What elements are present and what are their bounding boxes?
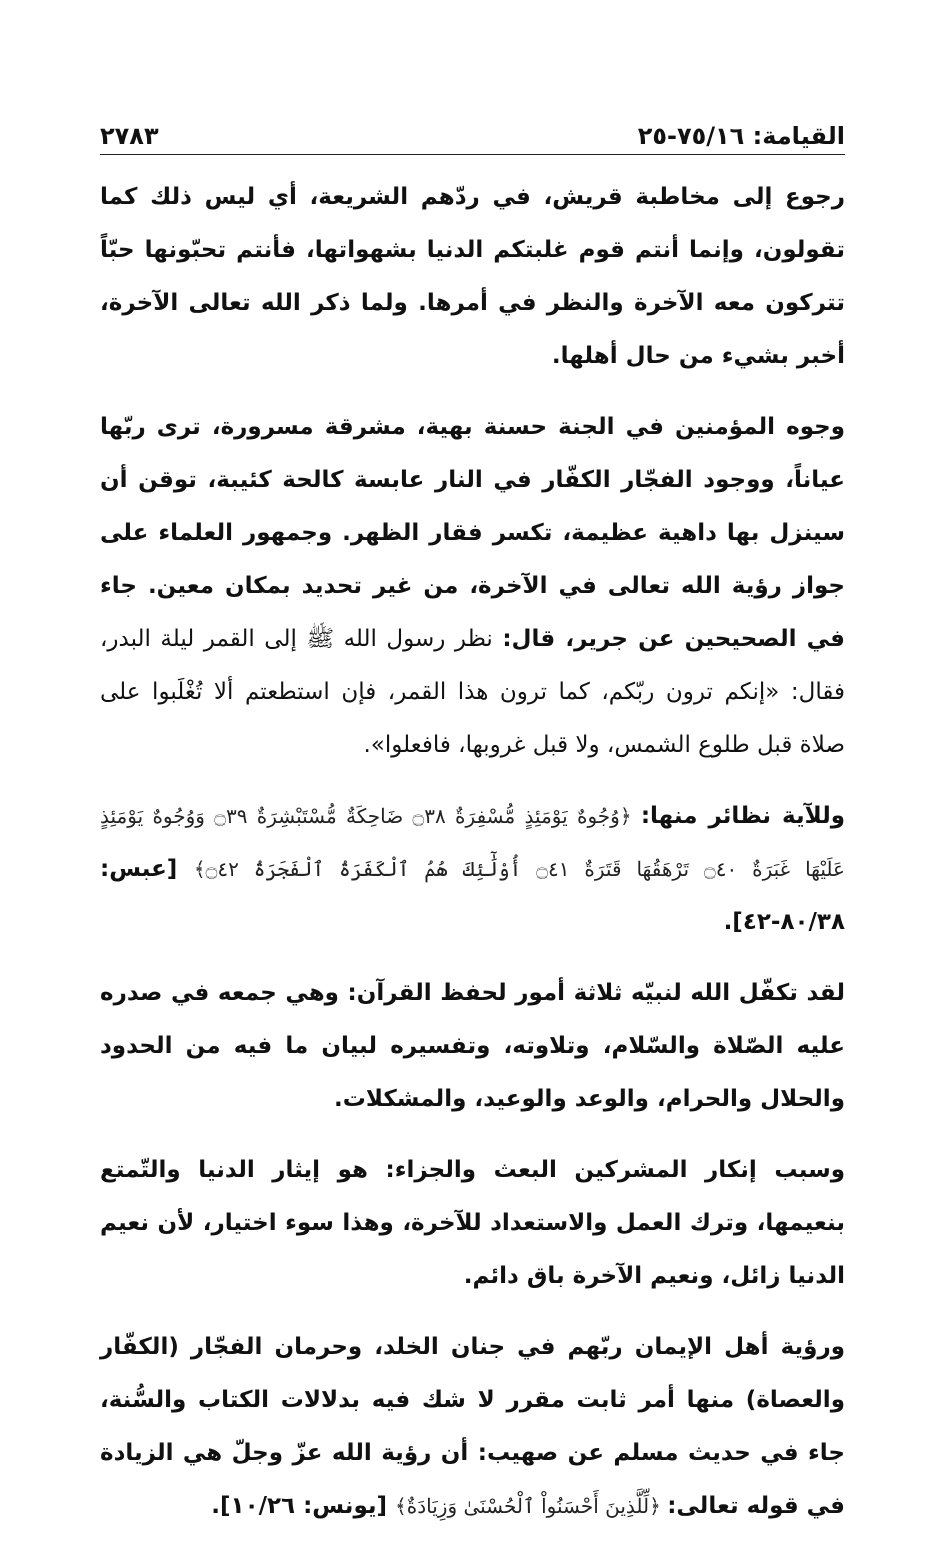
quran-verse-2: ﴿لِّلَّذِينَ أَحْسَنُواْ ٱلْحُسْنَىٰ وَزِيَادَةٌ﴾ xyxy=(395,1494,668,1518)
paragraph-6-bold: ورؤية أهل الإيمان ربّهم في جنان الخلد، وحرمان الفجّار (الكفّار والعصاة) منها أمر ثابت مقرر لا شك فيه بدلالات الكتاب والسُّنة، جاء في حديث مسلم عن صهيب: أن رؤية الله عزّ وجلّ هي الزيادة في قوله تعالى: xyxy=(100,1334,845,1519)
page-header xyxy=(100,110,845,155)
paragraph-3 xyxy=(100,790,845,949)
paragraph-2-hadith: نظر رسول الله ﷺ إلى القمر ليلة البدر، فقال: «إنكم ترون ربّكم، كما ترون هذا القمر، فإن استطعتم ألا تُغْلَبوا على صلاة قبل طلوع الشمس، ولا قبل غروبها، فافعلوا». xyxy=(100,626,845,758)
book-page xyxy=(100,110,845,1551)
paragraph-6 xyxy=(100,1321,845,1533)
paragraph-5: وسبب إنكار المشركين البعث والجزاء: هو إيثار الدنيا والتّمتع بنعيمها، وترك العمل والاستعداد للآخرة، وهذا سوء اختيار، لأن نعيم الدنيا زائل، ونعيم الآخرة باق دائم. xyxy=(100,1157,845,1289)
paragraph-2 xyxy=(100,401,845,772)
verse-reference: [عبس: ٨٠/٣٨-٤٢]. xyxy=(100,856,845,935)
page-number: ٢٧٨٣ xyxy=(100,122,159,150)
page-content xyxy=(100,171,845,1533)
paragraph-2-bold: وجوه المؤمنين في الجنة حسنة بهية، مشرقة مسرورة، ترى ربّها عياناً، ووجود الفجّار الكفّار في النار عابسة كالحة كئيبة، توقن أن سينزل بها داهية عظيمة، تكسر فقار الظهر. وجمهور العلماء على جواز رؤية الله تعالى في الآخرة، من غير تحديد بمكان معين. جاء في الصحيحين عن جرير، قال: xyxy=(100,414,845,652)
paragraph-1: رجوع إلى مخاطبة قريش، في ردّهم الشريعة، أي ليس ذلك كما تقولون، وإنما أنتم قوم غلبتكم الدنيا بشهواتها، فأنتم تحبّونها حبّاً تتركون معه الآخرة والنظر في أمرها. ولما ذكر الله تعالى الآخرة، أخبر بشيء من حال أهلها. xyxy=(100,184,845,369)
paragraph-4: لقد تكفّل الله لنبيّه ثلاثة أمور لحفظ القرآن: وهي جمعه في صدره عليه الصّلاة والسّلام، وتلاوته، وتفسيره لبيان ما فيه من الحدود والحلال والحرام، والوعد والوعيد، والمشكلات. xyxy=(100,980,845,1112)
surah-reference: القيامة: ٧٥/١٦-٢٥ xyxy=(637,122,845,150)
verse-reference-2: [يونس: ١٠/٢٦]. xyxy=(211,1493,396,1519)
paragraph-3-bold: وللآية نظائر منها: xyxy=(640,803,845,829)
quran-verse: ﴿وُجُوهٌ يَوْمَئِذٍ مُّسْفِرَةٌ ۝٣٨ ضَاحِكَةٌ مُّسْتَبْشِرَةٌ ۝٣٩ وَوُجُوهٌ يَوْمَئِذٍ عَلَيْهَا غَبَرَةٌ ۝٤٠ تَرْهَقُهَا قَتَرَةٌ ۝٤١ أُوْلَٰٓئِكَ هُمُ ٱلْكَفَرَةُ ٱلْفَجَرَةُ ۝٤٢﴾ xyxy=(100,804,845,881)
